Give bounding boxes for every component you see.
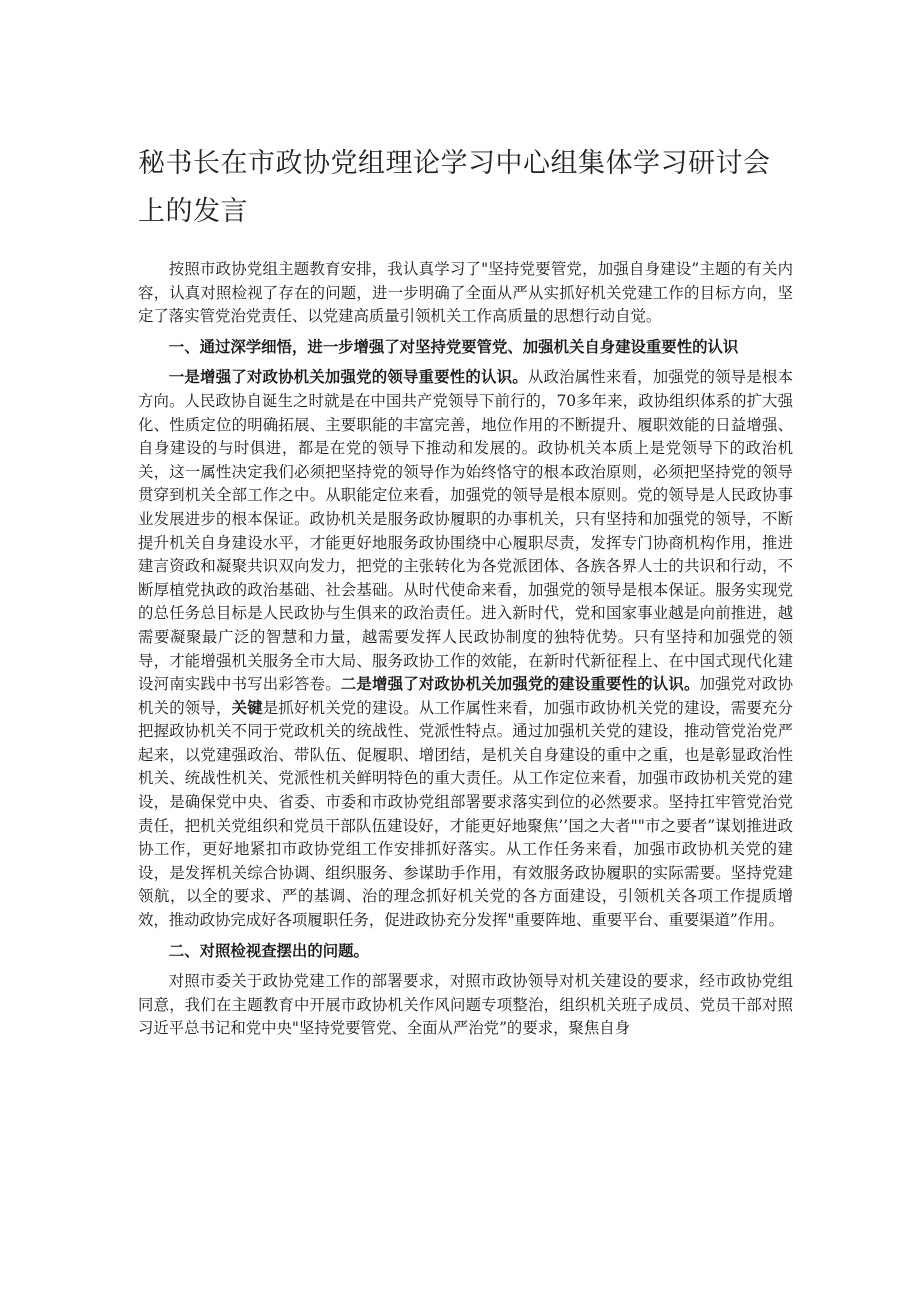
intro-paragraph: 按照市政协党组主题教育安排，我认真学习了"坚持党要管党，加强自身建设”主题的有关内容，认真对照检视了存在的问题，进一步明确了全面从严从实抓好机关党建工作的目标方向，坚定了落实管党治党责任、以党建高质量引领机关工作高质量的思想行动自觉。 [138, 260, 793, 326]
section-2-body: 对照市委关于政协党建工作的部署要求，对照市政协领导对机关建设的要求，经市政协党组同意，我们在主题教育中开展市政协机关作风问题专项整治，组织机关班子成员、党员干部对照习近平总书记和党中央"坚持党要管党、全面从严治党”的要求，聚焦自身 [138, 972, 793, 1038]
point-1-lead: 一是增强了对政协机关加强党的领导重要性的认识。 [168, 368, 528, 387]
point-1-text: 从政治属性来看，加强党的领导是根本方向。人民政协自诞生之时就是在中国共产党领导下前行的，70多年来，政协组织体系的扩大强化、性质定位的明确拓展、主要职能的丰富完善，地位作用的不断提升、履职效能的日益增强、自身建设的与时俱进，都是在党的领导下推动和发展的。政协机关本质上是党领导下的政治机关，这一属性决定我们必须把坚持党的领导作为始终恪守的根本政治原则，必须把坚持党的领导贯穿到机关全部工作之中。从职能定位来看，加强党的领导是根本原则。党的领导是人民政协事业发展进步的根本保证。政协机关是服务政协履职的办事机关，只有坚持和加强党的领导，不断提升机关自身建设水平，才能更好地服务政协围绕中心履职尽责，发挥专门协商机构作用，推进建言资政和凝聚共识双向发力，把党的主张转化为各党派团体、各族各界人士的共识和行动，不断厚植党执政的政治基础、社会基础。从时代使命来看，加强党的领导是根本保证。服务实现党的总任务总目标是人民政协与生俱来的政治责任。进入新时代，党和国家事业越是向前推进，越需要凝聚最广泛的智慧和力量，越需要发挥人民政协制度的独特优势。只有坚持和加强党的领导，才能增强机关服务全市大局、服务政协工作的效能，在新时代新征程上、在中国式现代化建设河南实践中书写出彩答卷。 [138, 368, 793, 694]
point-2-lead: 二是增强了对政协机关加强党的建设重要性的认识。 [340, 675, 700, 694]
point-2-text-b: 是抓好机关党的建设。从工作属性来看，加强市政协机关党的建设，需要充分把握政协机关不同于党政机关的统战性、党派性特点。通过加强机关党的建设，推动管党治党严起来，以党建强政治、带队伍、促履职、增团结，是机关自身建设的重中之重，也是彰显政治性机关、统战性机关、党派性机关鲜明特色的重大责任。从工作定位来看，加强市政协机关党的建设，是确保党中央、省委、市委和市政协党组部署要求落实到位的必然要求。坚持扛牢管党治党责任，把机关党组织和党员干部队伍建设好，才能更好地聚焦’’国之大者""市之要者”谋划推进政协工作，更好地紧扣市政协党组工作安排抓好落实。从工作任务来看，加强市政协机关党的建设，是发挥机关综合协调、组织服务、参谋助手作用，有效服务政协履职的实际需要。坚持党建领航，以全的要求、严的基调、治的理念抓好机关党的各方面建设，引领机关各项工作提质增效，推动政协完成好各项履职任务，促进政协充分发挥"重要阵地、重要平台、重要渠道”作用。 [138, 698, 793, 930]
point-2-text-a: 加强党对政协机关的领导， [138, 675, 793, 717]
document-page [138, 140, 793, 1048]
section-2-heading: 二、对照检视查摆出的问题。 [168, 941, 369, 960]
document-title: 秘书长在市政协党组理论学习中心组集体学习研讨会上的发言 [138, 148, 771, 227]
section-1-heading: 一、通过深学细悟，进一步增强了对坚持党要管党、加强机关自身建设重要性的认识 [168, 337, 739, 356]
section-1-body [138, 366, 793, 932]
point-2-keyword: 关键 [231, 698, 263, 717]
